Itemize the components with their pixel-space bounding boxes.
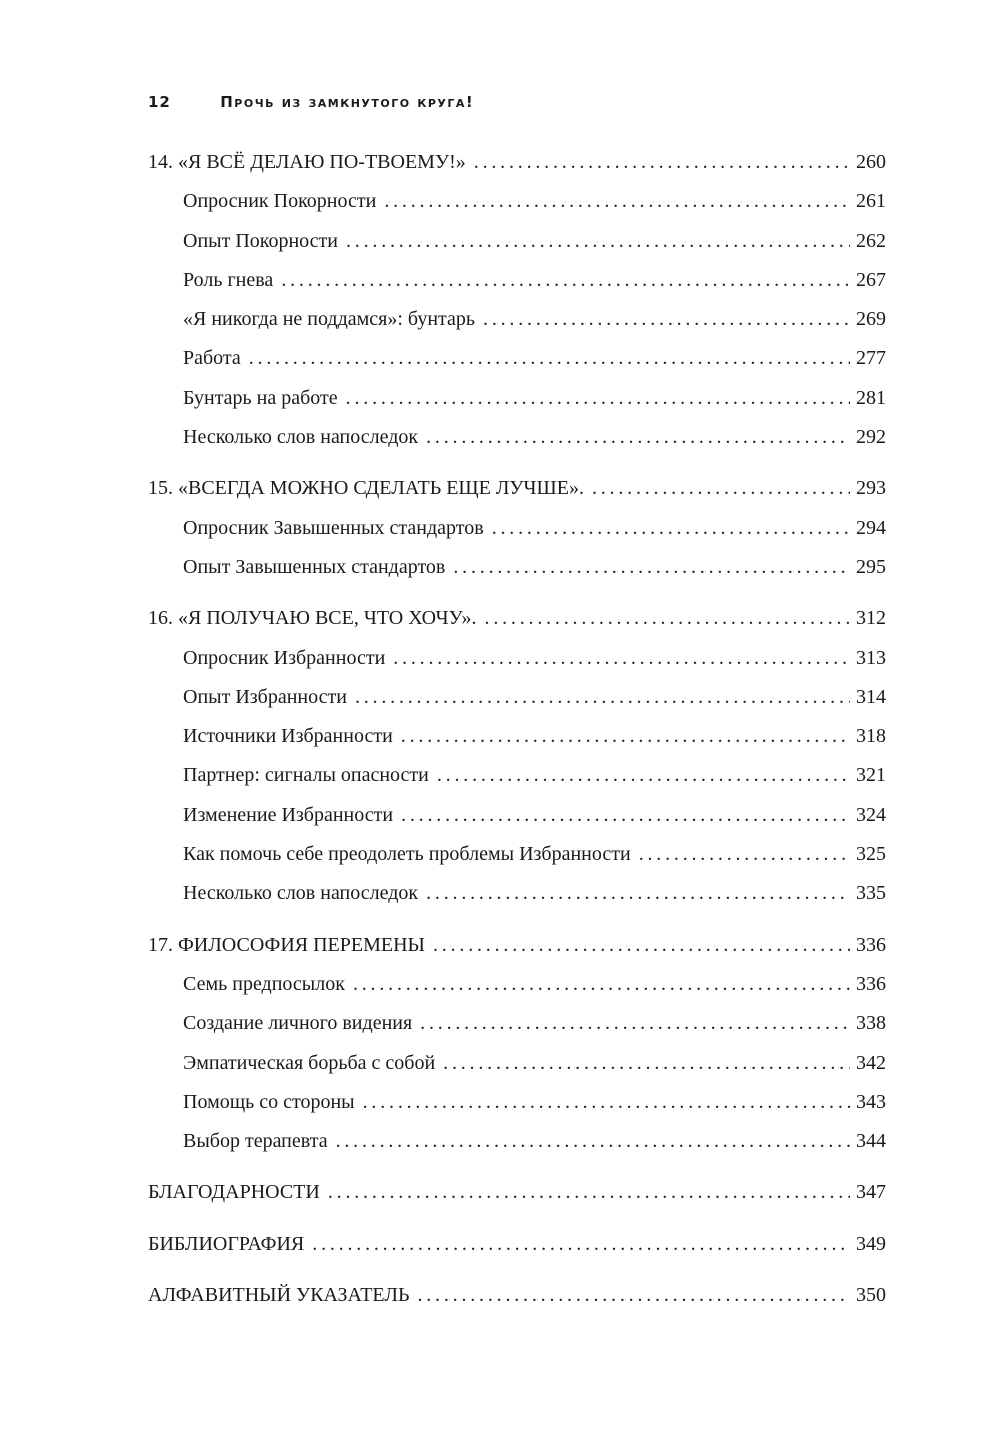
toc-subentry[interactable] <box>148 300 886 339</box>
toc-subentry[interactable] <box>148 965 886 1004</box>
dot-leader <box>312 1225 850 1264</box>
toc-entry-title: Помощь со стороны <box>183 1090 355 1113</box>
dot-leader <box>281 261 850 300</box>
toc-subentry[interactable] <box>148 639 886 678</box>
dot-leader <box>384 182 850 221</box>
toc-entry-page: 336 <box>856 972 886 995</box>
toc-subentry[interactable] <box>148 222 886 261</box>
toc-subentry[interactable] <box>148 756 886 795</box>
toc-chapter-entry[interactable] <box>148 469 886 508</box>
dot-leader <box>443 1044 850 1083</box>
dot-leader <box>336 1122 850 1161</box>
dot-leader <box>474 143 850 182</box>
dot-leader <box>353 965 850 1004</box>
toc-subentry[interactable] <box>148 717 886 756</box>
toc-subentry[interactable] <box>148 835 886 874</box>
toc-subentry[interactable] <box>148 678 886 717</box>
dot-leader <box>401 717 850 756</box>
dot-leader <box>485 599 850 638</box>
toc-chapter-entry[interactable] <box>148 1225 886 1264</box>
toc-entry-page: 260 <box>856 151 886 173</box>
toc-entry-title: Бунтарь на работе <box>183 386 338 409</box>
toc-entry-title: «Я никогда не поддамся»: бунтарь <box>183 308 476 331</box>
dot-leader <box>437 756 850 795</box>
toc-entry-page: 318 <box>856 725 886 748</box>
toc-entry-title: Изменение Избранности <box>183 803 394 826</box>
toc-chapter-entry[interactable] <box>148 1173 886 1212</box>
toc-subentry[interactable] <box>148 418 886 457</box>
toc-entry-title: Работа <box>183 347 241 370</box>
toc-subentry[interactable] <box>148 379 886 418</box>
toc-entry-page: 314 <box>856 685 886 708</box>
toc-entry-page: 325 <box>856 843 886 866</box>
toc-entry-page: 349 <box>856 1232 886 1255</box>
dot-leader <box>249 339 850 378</box>
toc-entry-page: 261 <box>856 190 886 213</box>
toc-entry-page: 281 <box>856 386 886 409</box>
toc-entry-page: 295 <box>856 555 886 578</box>
toc-entry-page: 347 <box>856 1181 886 1204</box>
dot-leader <box>639 835 850 874</box>
toc-entry-title: Опросник Завышенных стандартов <box>183 516 484 539</box>
toc-entry-title: БЛАГОДАРНОСТИ <box>148 1181 320 1204</box>
book-title: Прочь из замкнутого круга! <box>220 93 475 111</box>
toc-entry-page: 342 <box>856 1051 886 1074</box>
toc-entry-page: 277 <box>856 347 886 370</box>
toc-entry-title: БИБЛИОГРАФИЯ <box>148 1232 305 1255</box>
dot-leader <box>426 418 850 457</box>
toc-entry-page: 350 <box>856 1284 886 1307</box>
toc-entry-page: 293 <box>856 477 886 500</box>
toc-subentry[interactable] <box>148 509 886 548</box>
toc-entry-page: 321 <box>856 764 886 787</box>
toc-section <box>148 143 886 457</box>
toc-subentry[interactable] <box>148 182 886 221</box>
toc-subentry[interactable] <box>148 796 886 835</box>
toc-entry-title: Семь предпосылок <box>183 972 345 995</box>
dot-leader <box>453 548 850 587</box>
dot-leader <box>355 678 850 717</box>
toc-entry-page: 269 <box>856 308 886 331</box>
dot-leader <box>592 469 850 508</box>
toc-entry-page: 313 <box>856 646 886 669</box>
toc-subentry[interactable] <box>148 1044 886 1083</box>
toc-entry-title: АЛФАВИТНЫЙ УКАЗАТЕЛЬ <box>148 1284 410 1307</box>
toc-entry-title: Как помочь себе преодолеть проблемы Избранности <box>183 843 631 866</box>
toc-section <box>148 469 886 587</box>
toc-subentry[interactable] <box>148 1083 886 1122</box>
toc-entry-title: 14. «Я ВСЁ ДЕЛАЮ ПО-ТВОЕМУ!» <box>148 151 466 173</box>
toc-entry-page: 343 <box>856 1090 886 1113</box>
toc-subentry[interactable] <box>148 548 886 587</box>
toc-entry-page: 335 <box>856 882 886 905</box>
table-of-contents <box>148 143 886 1327</box>
running-header <box>148 93 474 111</box>
toc-section <box>148 926 886 1162</box>
dot-leader <box>346 379 850 418</box>
toc-subentry[interactable] <box>148 874 886 913</box>
toc-subentry[interactable] <box>148 339 886 378</box>
dot-leader <box>346 222 850 261</box>
toc-entry-page: 338 <box>856 1012 886 1035</box>
toc-subentry[interactable] <box>148 1122 886 1161</box>
toc-entry-title: Несколько слов напоследок <box>183 882 419 905</box>
toc-entry-title: Опыт Завышенных стандартов <box>183 555 446 578</box>
dot-leader <box>420 1004 850 1043</box>
toc-entry-title: Роль гнева <box>183 268 274 291</box>
toc-entry-title: 16. «Я ПОЛУЧАЮ ВСЕ, ЧТО ХОЧУ». <box>148 607 477 630</box>
dot-leader <box>417 1276 850 1315</box>
toc-chapter-entry[interactable] <box>148 599 886 638</box>
dot-leader <box>492 509 850 548</box>
toc-entry-title: 15. «ВСЕГДА МОЖНО СДЕЛАТЬ ЕЩЕ ЛУЧШЕ». <box>148 477 584 500</box>
toc-entry-title: Опросник Избранности <box>183 646 386 669</box>
toc-entry-title: Создание личного видения <box>183 1012 413 1035</box>
dot-leader <box>433 926 850 965</box>
toc-entry-title: Опросник Покорности <box>183 190 377 213</box>
toc-entry-title: Эмпатическая борьба с собой <box>183 1051 436 1074</box>
toc-entry-title: Опыт Покорности <box>183 229 338 252</box>
toc-chapter-entry[interactable] <box>148 1276 886 1315</box>
toc-entry-page: 324 <box>856 803 886 826</box>
toc-entry-page: 292 <box>856 426 886 449</box>
toc-entry-page: 336 <box>856 933 886 956</box>
toc-section <box>148 1225 886 1264</box>
dot-leader <box>328 1173 850 1212</box>
dot-leader <box>401 796 850 835</box>
dot-leader <box>393 639 850 678</box>
toc-entry-title: Опыт Избранности <box>183 685 347 708</box>
toc-entry-title: 17. ФИЛОСОФИЯ ПЕРЕМЕНЫ <box>148 933 425 956</box>
toc-entry-title: Партнер: сигналы опасности <box>183 764 429 787</box>
toc-entry-page: 294 <box>856 516 886 539</box>
toc-section <box>148 1173 886 1212</box>
toc-subentry[interactable] <box>148 261 886 300</box>
toc-section <box>148 1276 886 1315</box>
toc-subentry[interactable] <box>148 1004 886 1043</box>
toc-entry-page: 344 <box>856 1130 886 1153</box>
toc-chapter-entry[interactable] <box>148 926 886 965</box>
dot-leader <box>483 300 850 339</box>
toc-chapter-entry[interactable] <box>148 143 886 182</box>
toc-entry-page: 312 <box>856 607 886 630</box>
toc-entry-title: Источники Избранности <box>183 725 393 748</box>
dot-leader <box>426 874 850 913</box>
toc-entry-page: 267 <box>856 268 886 291</box>
toc-section <box>148 599 886 913</box>
page-number: 12 <box>148 93 171 111</box>
dot-leader <box>363 1083 850 1122</box>
toc-entry-title: Несколько слов напоследок <box>183 426 419 449</box>
toc-entry-title: Выбор терапевта <box>183 1130 328 1153</box>
toc-entry-page: 262 <box>856 229 886 252</box>
